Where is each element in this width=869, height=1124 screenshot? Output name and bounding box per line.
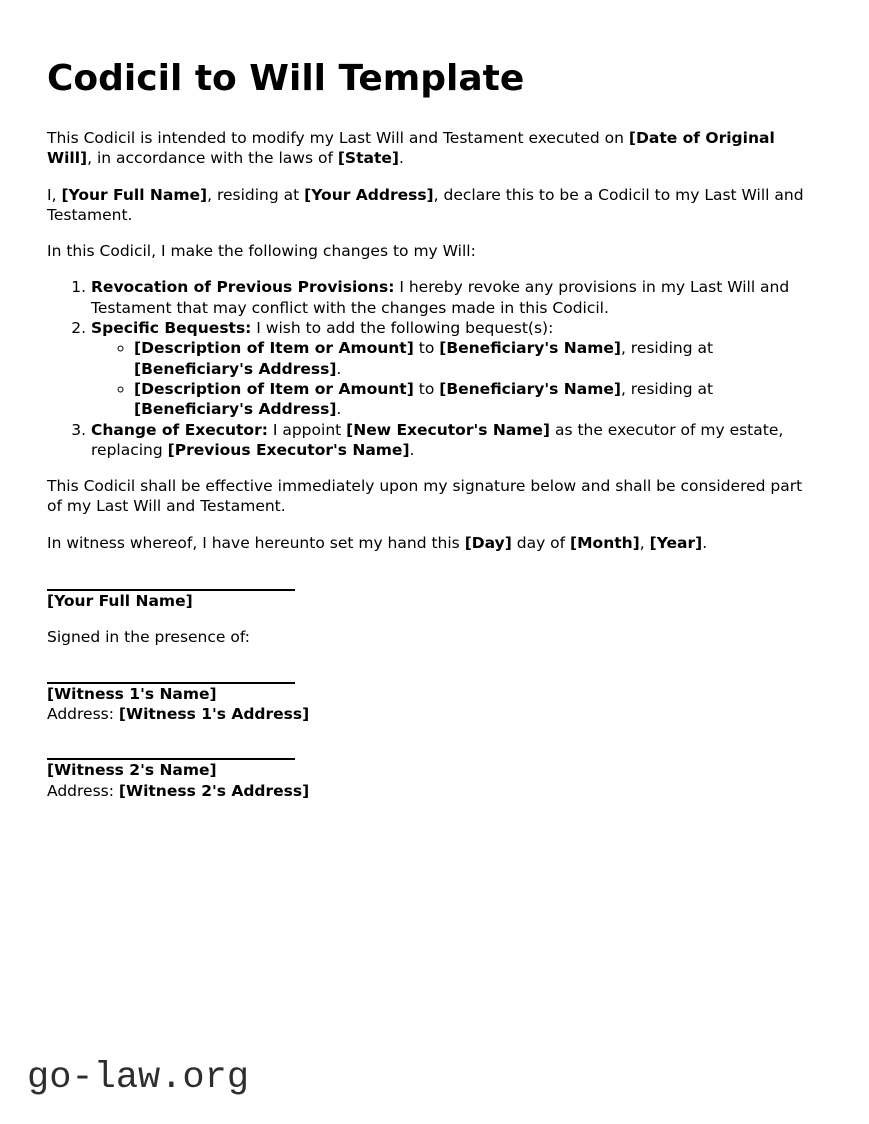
- page-title: Codicil to Will Template: [47, 58, 525, 99]
- bequest-item: [134, 338, 822, 379]
- list-item-text: Specific Bequests: I wish to add the following bequest(s):: [91, 319, 554, 338]
- list-item-text: Revocation of Previous Provisions: I hereby revoke any provisions in my Last Will and Testament that may conflict with the changes made in this Codicil.: [91, 278, 790, 317]
- witness-2-address-line: Address: [Witness 2's Address]: [47, 781, 310, 800]
- testator-signature-block: [47, 589, 822, 611]
- paragraph-declaration: I, [Your Full Name], residing at [Your Address], declare this to be a Codicil to my Last Will and Testament.: [47, 185, 804, 224]
- paragraph-effective: This Codicil shall be effective immediately upon my signature below and shall be considered part of my Last Will and Testament.: [47, 477, 803, 516]
- list-item-bequests: [91, 318, 822, 419]
- bequest-item-text: [Description of Item or Amount] to [Beneficiary's Name], residing at [Beneficiary's Address].: [134, 339, 714, 378]
- witness-2-name-placeholder: [Witness 2's Name]: [47, 761, 217, 780]
- list-item-executor: [91, 420, 822, 461]
- footer-site-brand: go-law.org: [27, 1057, 250, 1099]
- bequest-item-text: [Description of Item or Amount] to [Beneficiary's Name], residing at [Beneficiary's Address].: [134, 379, 714, 419]
- witness-2-block: [47, 758, 822, 801]
- witness-1-name-placeholder: [Witness 1's Name]: [47, 684, 217, 703]
- witness-1-block: [47, 682, 822, 725]
- bequest-item: [134, 379, 822, 420]
- witness-1-address-line: Address: [Witness 1's Address]: [47, 704, 310, 723]
- paragraph-witness-clause: In witness whereof, I have hereunto set my hand this [Day] day of [Month], [Year].: [47, 533, 708, 552]
- list-item-revocation: [91, 277, 822, 318]
- bequests-sublist: [91, 338, 822, 419]
- testator-name-placeholder: [Your Full Name]: [47, 592, 193, 611]
- list-item-text: Change of Executor: I appoint [New Executor's Name] as the executor of my estate, replacing [Previous Executor's Name].: [91, 420, 784, 459]
- paragraph-changes-lead: In this Codicil, I make the following changes to my Will:: [47, 242, 476, 261]
- witness-intro: Signed in the presence of:: [47, 628, 250, 647]
- paragraph-intro: This Codicil is intended to modify my Last Will and Testament executed on [Date of Original Will], in accordance with the laws of [State].: [47, 129, 775, 168]
- changes-list: [47, 277, 822, 460]
